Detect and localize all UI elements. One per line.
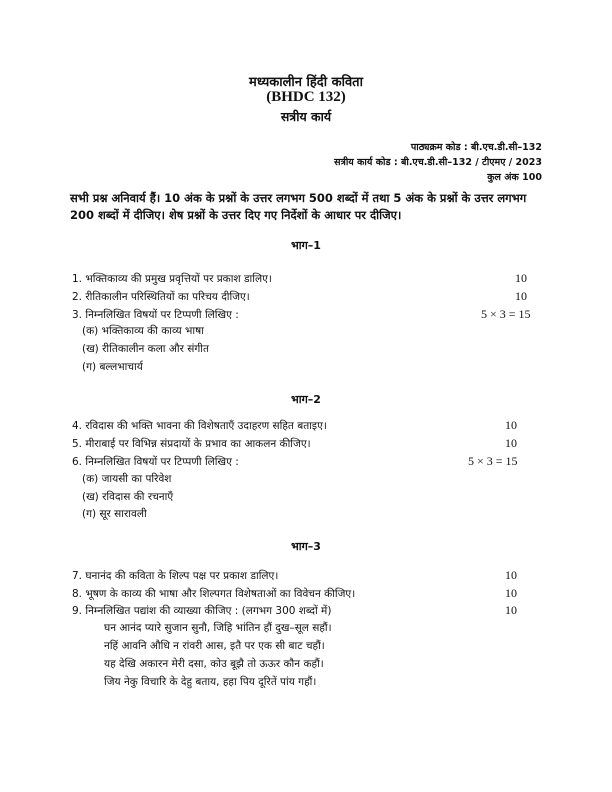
question-1-marks: 10 xyxy=(515,271,527,285)
verse-line-3: यह देखि अकारन मेरी दसा, कोउ बूझै तो ऊऊर कौन कहौं। xyxy=(104,658,324,670)
part-2-heading: भाग–2 xyxy=(291,393,321,406)
question-9-marks: 10 xyxy=(505,603,517,617)
question-8: 8. भूषण के काव्य की भाषा और शिल्पगत विशेषताओं का विवेचन कीजिए। xyxy=(72,588,356,600)
question-5-marks: 10 xyxy=(505,436,517,450)
question-2: 2. रीतिकालीन परिस्थितियों का परिचय दीजिए। xyxy=(72,291,250,303)
verse-line-1: घन आनंद प्यारे सुजान सुनौ, जिहि भांतिन हौं दुख–सूल सहौं। xyxy=(104,622,332,634)
question-6-marks: 5 × 3 = 15 xyxy=(468,454,518,468)
question-1: 1. भक्तिकाव्य की प्रमुख प्रवृत्तियों पर प्रकाश डालिए। xyxy=(72,273,272,285)
question-2-marks: 10 xyxy=(515,289,527,303)
question-5: 5. मीराबाई पर विभिन्न संप्रदायों के प्रभाव का आकलन कीजिए। xyxy=(72,438,311,450)
question-6: 6. निम्नलिखित विषयों पर टिप्पणी लिखिए : xyxy=(72,456,239,468)
question-4-marks: 10 xyxy=(505,418,517,432)
question-3-subitem-b: (ख) रीतिकालीन कला और संगीत xyxy=(82,343,209,355)
question-7: 7. घनानंद की कविता के शिल्प पक्ष पर प्रकाश डालिए। xyxy=(72,570,279,582)
total-marks-line: कुल अंक 100 xyxy=(487,172,542,183)
verse-line-4: जिय नेकु विचारि के देहु बताय, हहा पिय दूरितें पांय गहौं। xyxy=(104,676,317,688)
question-3-marks: 5 × 3 = 15 xyxy=(481,307,531,321)
question-6-subitem-b: (ख) रविदास की रचनाएँ xyxy=(82,491,174,503)
question-3-subitem-a: (क) भक्तिकाव्य की काव्य भाषा xyxy=(82,325,204,337)
part-1-heading: भाग–1 xyxy=(291,239,321,252)
question-4: 4. रविदास की भक्ति भावना की विशेषताएँ उदाहरण सहित बताइए। xyxy=(72,420,327,432)
document-title: मध्यकालीन हिंदी कविता xyxy=(249,75,363,90)
instructions: सभी प्रश्न अनिवार्य हैं। 10 अंक के प्रश्नों के उत्तर लगभग 500 शब्दों में तथा 5 अंक के प्रश्नों के उत्तर लगभग 200 शब्दों में दीजिए। शेष प्रश्नों के उत्तर दिए गए निर्देशों के आधार पर दीजिए। xyxy=(70,191,527,222)
assignment-code-line: सत्रीय कार्य कोड : बी.एच.डी.सी–132 / टीएमए / 2023 xyxy=(334,157,542,168)
question-7-marks: 10 xyxy=(505,568,517,582)
question-9: 9. निम्नलिखित पद्यांश की व्याख्या कीजिए : (लगभग 300 शब्दों में) xyxy=(72,605,332,617)
part-3-heading: भाग–3 xyxy=(291,540,321,553)
question-3-subitem-c: (ग) बल्लभाचार्य xyxy=(82,361,143,373)
question-3: 3. निम्नलिखित विषयों पर टिप्पणी लिखिए : xyxy=(72,309,239,321)
question-8-marks: 10 xyxy=(505,586,517,600)
document-subtitle: सत्रीय कार्य xyxy=(280,109,332,124)
course-code-line: पाठ्यक्रम कोड : बी.एच.डी.सी–132 xyxy=(410,142,542,153)
verse-line-2: नहिं आवनि औधि न रांवरी आस, इतै पर एक सी बाट चहौं। xyxy=(104,640,325,652)
question-6-subitem-a: (क) जायसी का परिवेश xyxy=(82,473,172,485)
question-6-subitem-c: (ग) सूर सारावली xyxy=(82,508,147,520)
course-code-title: (BHDC 132) xyxy=(266,89,346,105)
